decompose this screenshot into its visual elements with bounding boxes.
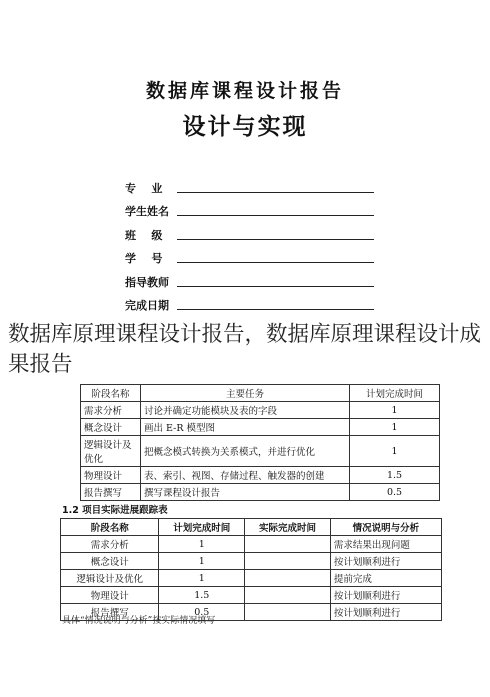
table-cell: 按计划顺利进行 <box>330 553 441 570</box>
fill-line <box>177 275 374 287</box>
table-row <box>81 467 440 484</box>
table-cell: 按计划顺利进行 <box>330 604 441 621</box>
field-label: 班 级 <box>125 228 163 242</box>
fill-line <box>177 251 374 263</box>
table-cell: 画出 E-R 模型图 <box>141 419 350 436</box>
table-row <box>81 484 440 501</box>
column-header: 实际完成时间 <box>245 519 331 536</box>
table-cell: 提前完成 <box>330 570 441 587</box>
table-cell: 0.5 <box>350 484 440 501</box>
table-row <box>61 553 442 570</box>
fill-line <box>177 228 374 240</box>
overlay-caption: 数据库原理课程设计报告，数据库原理课程设计成果报告 <box>8 322 482 377</box>
table-cell: 1 <box>350 419 440 436</box>
field-label: 完成日期 <box>125 299 169 312</box>
field-label: 学 号 <box>125 252 163 265</box>
field-major <box>125 172 374 196</box>
table-cell: 1 <box>159 570 245 587</box>
table-cell <box>245 604 331 621</box>
table-cell: 1.5 <box>350 467 440 484</box>
fill-line <box>177 181 374 193</box>
table-cell: 逻辑设计及优化 <box>61 570 159 587</box>
field-student-id <box>125 243 374 267</box>
table-row <box>61 587 442 604</box>
table-row <box>61 536 442 553</box>
table-cell <box>245 570 331 587</box>
table-cell: 物理设计 <box>61 587 159 604</box>
table-cell: 0.5 <box>159 604 245 621</box>
table-row <box>81 419 440 436</box>
table-cell: 概念设计 <box>81 419 141 436</box>
cover-fields <box>125 172 374 313</box>
table-cell: 概念设计 <box>61 553 159 570</box>
field-completion-date <box>125 290 374 314</box>
table-cell: 1 <box>350 402 440 419</box>
table-cell: 报告撰写 <box>81 484 141 501</box>
table-cell: 按计划顺利进行 <box>330 587 441 604</box>
column-header: 阶段名称 <box>81 385 141 402</box>
table-cell: 表、索引、视图、存储过程、触发器的创建 <box>141 467 350 484</box>
table-cell: 1.5 <box>159 587 245 604</box>
table-cell: 1 <box>350 436 440 467</box>
table-row <box>81 436 440 467</box>
footnote: 具体“情况说明与分析”按实际情况填写 <box>62 616 216 626</box>
progress-tracking-table <box>60 518 442 621</box>
table-cell: 物理设计 <box>81 467 141 484</box>
column-header: 计划完成时间 <box>350 385 440 402</box>
table-cell: 需求分析 <box>61 536 159 553</box>
report-title: 数据库课程设计报告 <box>145 80 344 102</box>
field-class <box>125 219 374 243</box>
table-row <box>61 570 442 587</box>
table-cell: 讨论并确定功能模块及表的字段 <box>141 402 350 419</box>
table-cell: 撰写课程设计报告 <box>141 484 350 501</box>
field-advisor <box>125 266 374 290</box>
table-header-row <box>81 385 440 402</box>
column-header: 计划完成时间 <box>159 519 245 536</box>
field-label: 专 业 <box>125 181 163 195</box>
fill-line <box>177 298 374 310</box>
table-cell: 1 <box>159 553 245 570</box>
column-header: 主要任务 <box>141 385 350 402</box>
field-label: 学生姓名 <box>125 205 169 218</box>
plan-table <box>80 384 440 501</box>
field-label: 指导教师 <box>125 275 169 289</box>
table-cell: 需求分析 <box>81 402 141 419</box>
table-cell: 把概念模式转换为关系模式，并进行优化 <box>141 436 350 467</box>
field-student-name <box>125 196 374 220</box>
table-cell <box>245 536 331 553</box>
column-header: 情况说明与分析 <box>330 519 441 536</box>
report-subtitle: 设计与实现 <box>182 113 308 140</box>
column-header: 阶段名称 <box>61 519 159 536</box>
table-cell: 1 <box>159 536 245 553</box>
table-cell: 报告撰写 <box>61 604 159 621</box>
table-row <box>81 402 440 419</box>
table-cell: 逻辑设计及优化 <box>81 436 141 467</box>
table-cell: 需求结果出现问题 <box>330 536 441 553</box>
fill-line <box>177 204 374 216</box>
table-cell <box>245 587 331 604</box>
table-cell <box>245 553 331 570</box>
section-title: 1.2 项目实际进展跟踪表 <box>62 505 168 516</box>
table-header-row <box>61 519 442 536</box>
